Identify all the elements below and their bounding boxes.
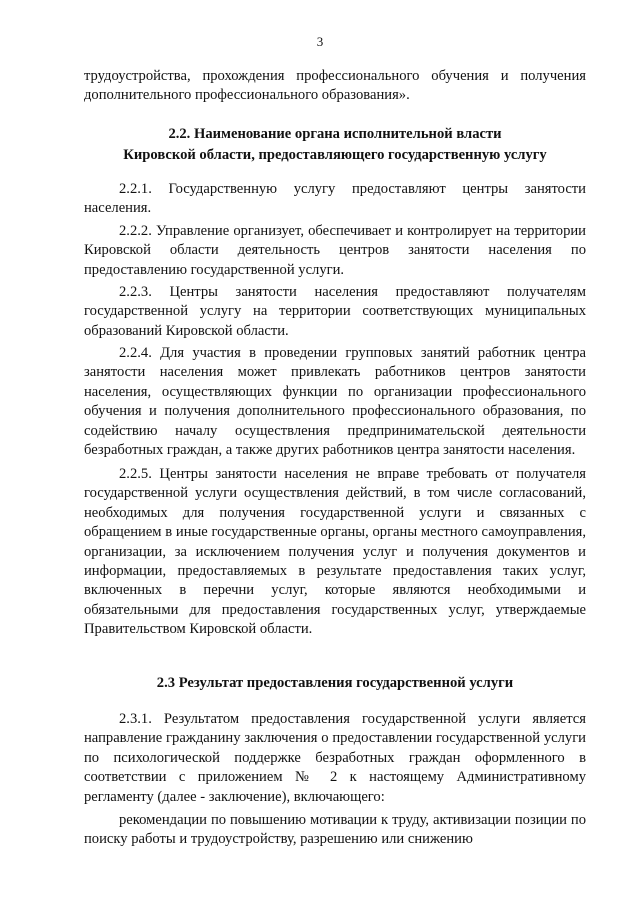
section-2-3-heading: 2.3 Результат предоставления государственной услуги bbox=[156, 675, 514, 691]
continuation-paragraph: трудоустройства, прохождения профессионального обучения и получения дополнительного профессионального образования». bbox=[84, 68, 586, 104]
paragraph-recommendations: рекомендации по повышению мотивации к труду, активизации позиции по поиску работы и трудоустройству, разрешению или снижению bbox=[84, 812, 586, 848]
paragraph-2-2-2: 2.2.2. Управление организует, обеспечивает и контролирует на территории Кировской области деятельность центров занятости населения по предоставлению государственной услуги. bbox=[84, 223, 586, 278]
section-2-2-heading-line1: 2.2. Наименование органа исполнительной власти bbox=[168, 126, 502, 142]
section-2-2-heading-line2: Кировской области, предоставляющего государственную услугу bbox=[123, 147, 547, 163]
paragraph-2-2-5: 2.2.5. Центры занятости населения не вправе требовать от получателя государственной услуги осуществления действий, в том числе согласований, необходимых для получения государственной услуги и связанных с обращением в иные государственные органы, органы местного самоуправления, организации, за исключением получения услуг и получения документов и информации, предоставляемых в результате предоставления таких услуг, включенных в перечни услуг, которые являются необходимыми и обязательными для предоставления государственных услуг, утверждаемые Правительством Кировской области. bbox=[84, 466, 586, 638]
paragraph-2-2-4: 2.2.4. Для участия в проведении групповых занятий работник центра занятости населения может привлекать работников центров занятости населения, осуществляющих функции по организации профессионального обучения и получения дополнительного профессионального образования, по содействию началу осуществления предпринимательской деятельности безработных граждан, а также других работников центра занятости населения. bbox=[84, 345, 586, 459]
paragraph-2-2-1: 2.2.1. Государственную услугу предоставляют центры занятости населения. bbox=[84, 181, 586, 217]
paragraph-2-2-3: 2.2.3. Центры занятости населения предоставляют получателям государственной услугу на территории соответствующих муниципальных образований Кировской области. bbox=[84, 284, 586, 339]
page-number: 3 bbox=[316, 34, 324, 49]
section-2-2-heading bbox=[84, 124, 586, 166]
paragraph-2-3-1: 2.3.1. Результатом предоставления государственной услуги является направление гражданину заключения о предоставлении государственной услуги по психологической поддержке безработных граждан оформленного в соответствии с приложением № 2 к настоящему Административному регламенту (далее - заключение), включающего: bbox=[84, 711, 586, 805]
